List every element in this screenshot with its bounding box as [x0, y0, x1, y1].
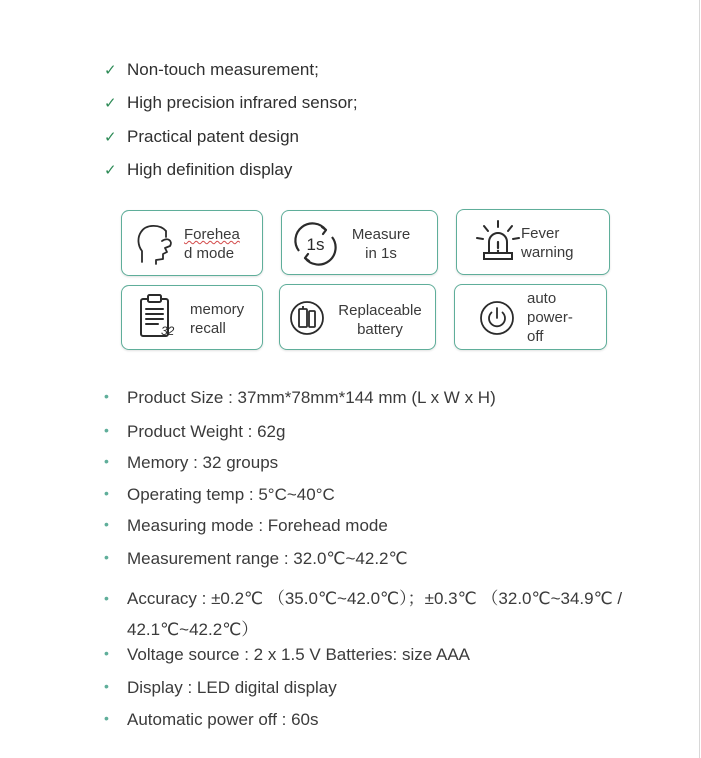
spec-item	[104, 516, 664, 550]
bullet-icon: •	[104, 484, 109, 501]
card-measure-1s	[281, 210, 438, 275]
feature-item	[104, 53, 358, 87]
card-label-line1: Measure	[351, 226, 411, 243]
card-label-line2: d mode	[184, 245, 235, 262]
spec-item	[104, 678, 664, 710]
card-label-line2: battery	[357, 321, 403, 338]
head-profile-icon	[132, 221, 178, 267]
card-label-line3: off	[527, 328, 544, 345]
spec-text: Memory : 32 groups	[127, 452, 279, 472]
spec-item	[104, 422, 664, 453]
spec-item	[104, 645, 664, 679]
bullet-icon: •	[104, 515, 109, 532]
card-memory-recall	[121, 285, 263, 350]
spec-text: Product Size : 37mm*78mm*144 mm (L x W x H)	[127, 388, 496, 407]
card-label-line2: warning	[521, 244, 574, 261]
one-second-icon	[290, 220, 340, 268]
check-icon: ✓	[104, 162, 117, 180]
spec-item	[104, 583, 664, 645]
check-icon: ✓	[104, 61, 117, 79]
spec-text: Display : LED digital display	[127, 678, 337, 697]
feature-text: High definition display	[127, 160, 293, 180]
card-label-line2: recall	[190, 320, 226, 337]
battery-icon	[288, 299, 326, 337]
feature-item	[104, 87, 358, 121]
clipboard-icon	[134, 292, 180, 342]
spec-item	[104, 388, 664, 422]
spec-text: Measurement range : 32.0℃~42.2℃	[127, 549, 408, 568]
spec-text: Operating temp : 5°C~40°C	[127, 484, 335, 504]
bullet-icon: •	[104, 452, 109, 469]
feature-item	[104, 120, 358, 154]
card-forehead-mode	[121, 210, 263, 276]
spec-text: Accuracy : ±0.2℃ （35.0℃~42.0℃）；±0.3℃ （32.0℃~34.9℃ /	[127, 588, 623, 608]
spec-item	[104, 710, 664, 741]
spec-list	[104, 388, 664, 741]
spec-item	[104, 485, 664, 516]
card-label-line2: in 1s	[365, 245, 397, 262]
card-label-line1: Replaceable	[338, 302, 422, 319]
bullet-icon: •	[104, 678, 109, 694]
card-label-line1: Fever	[521, 225, 560, 242]
icon-text-1s: 1s	[306, 235, 325, 254]
feature-text: High precision infrared sensor;	[127, 93, 358, 113]
card-label-line1: memory	[190, 301, 245, 318]
card-label-line2: power-	[527, 309, 573, 326]
spec-item	[104, 549, 664, 583]
icon-text-32: 32	[161, 324, 175, 338]
card-label-line1: Forehea	[184, 226, 240, 243]
bullet-icon: •	[104, 388, 109, 404]
bullet-icon: •	[104, 549, 109, 565]
alarm-light-icon	[475, 218, 521, 264]
feature-list	[104, 53, 358, 187]
card-replaceable-battery	[279, 284, 436, 350]
card-auto-power-off	[454, 284, 607, 350]
spec-text: Automatic power off : 60s	[127, 710, 319, 729]
bullet-icon: •	[104, 710, 109, 726]
spec-text: Measuring mode : Forehead mode	[127, 515, 388, 535]
bullet-icon: •	[104, 589, 109, 606]
feature-text: Practical patent design	[127, 126, 299, 146]
bullet-icon: •	[104, 421, 109, 438]
bullet-icon: •	[104, 644, 109, 661]
spec-item	[104, 453, 664, 485]
feature-text: Non-touch measurement;	[127, 59, 319, 79]
power-icon	[477, 298, 517, 338]
card-label-line1: auto	[527, 290, 557, 307]
spec-text-continued: 42.1℃~42.2℃）	[127, 619, 259, 639]
check-icon: ✓	[104, 128, 117, 146]
spec-text: Product Weight : 62g	[127, 421, 286, 441]
feature-item	[104, 154, 358, 188]
page-edge-line	[699, 0, 700, 758]
spec-text: Voltage source : 2 x 1.5 V Batteries: size AAA	[127, 644, 471, 664]
check-icon: ✓	[104, 95, 117, 113]
card-fever-warning	[456, 209, 610, 275]
